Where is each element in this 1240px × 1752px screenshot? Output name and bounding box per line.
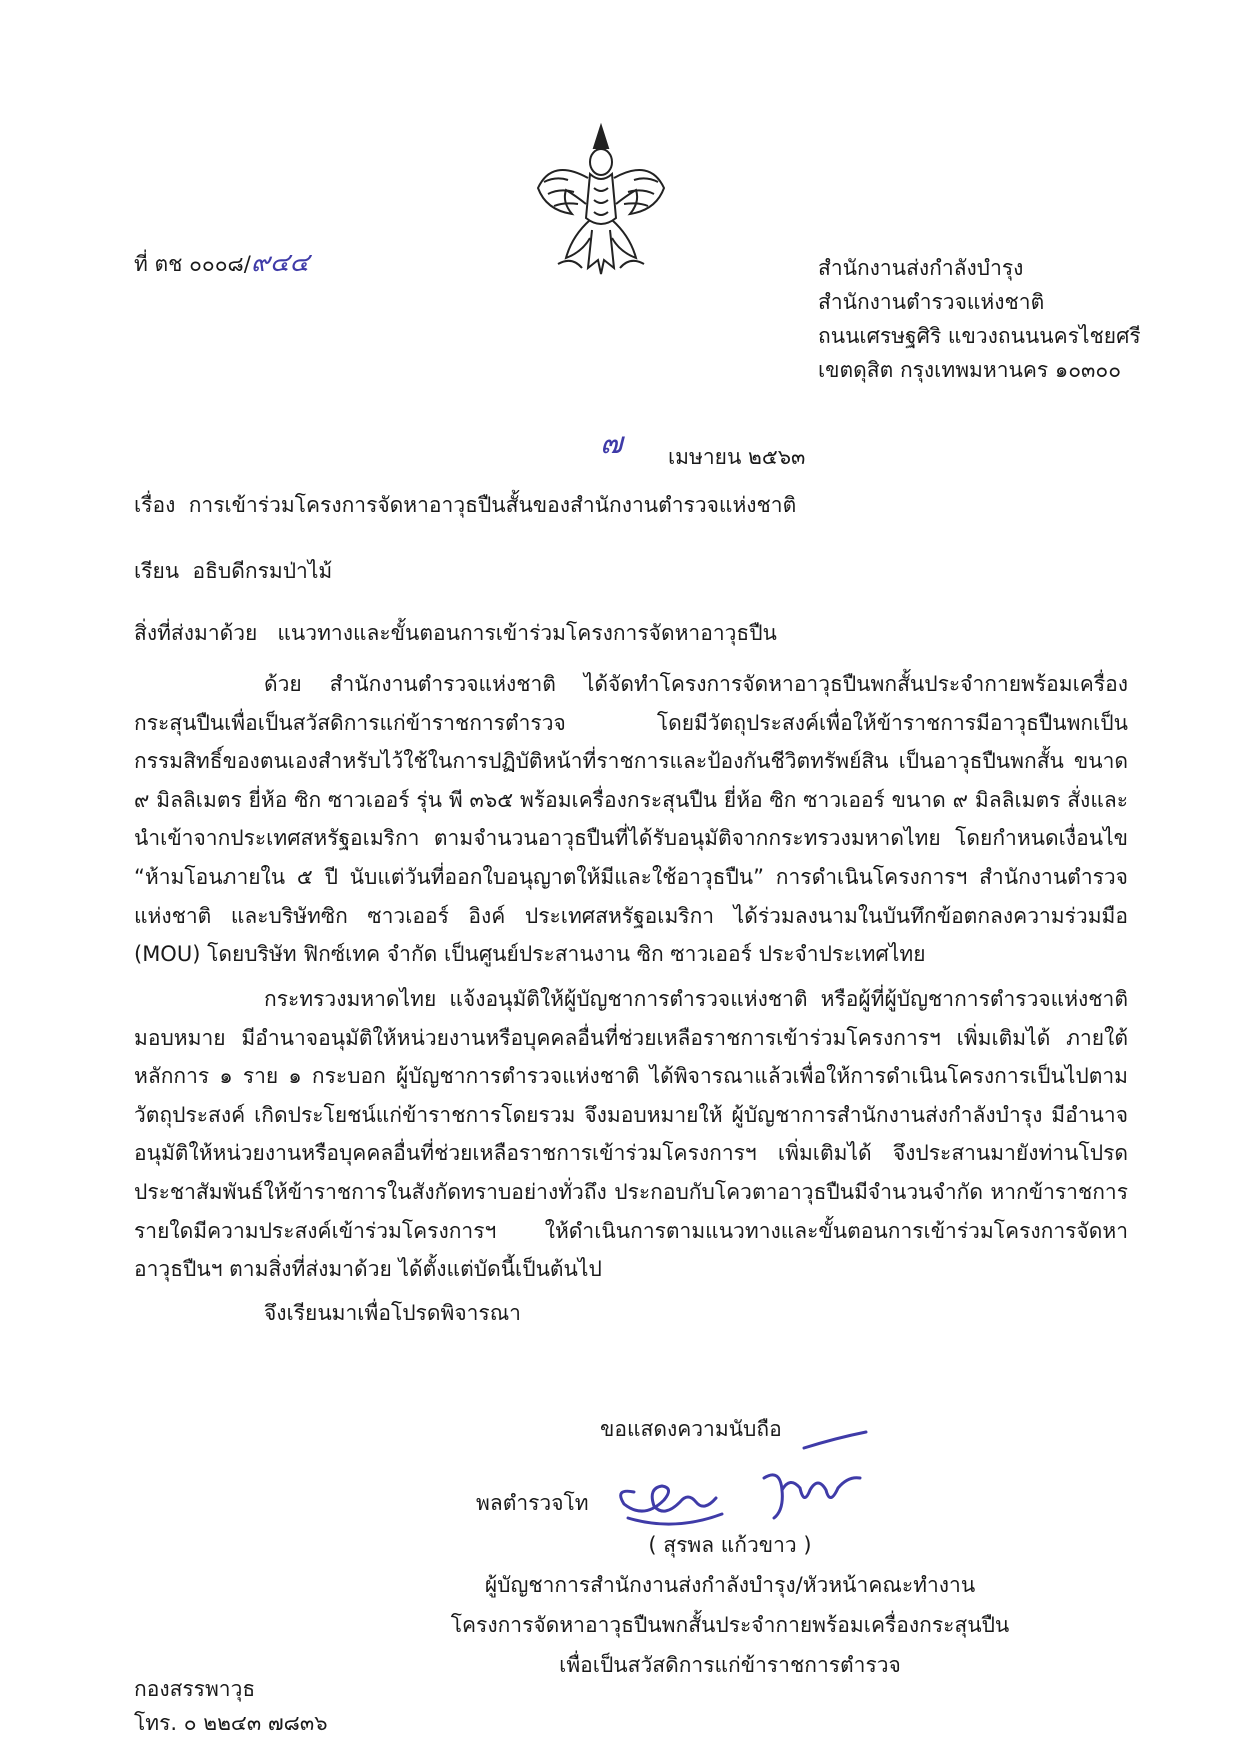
sender-address-line: สำนักงานส่งกำลังบำรุง xyxy=(818,256,1024,280)
subject-line xyxy=(134,492,796,518)
signatory-block xyxy=(380,1525,1080,1685)
garuda-emblem-icon xyxy=(532,118,670,278)
doc-number-prefix: ที่ ตช ๐๐๐๘/ xyxy=(134,252,251,276)
date-month-year: เมษายน ๒๕๖๓ xyxy=(668,445,806,469)
body-paragraph-1: ด้วย สำนักงานตำรวจแห่งชาติ ได้จัดทำโครงการจัดหาอาวุธปืนพกสั้นประจำกายพร้อมเครื่องกระสุนปืนเพื่อเป็นสวัสดิการแก่ข้าราชการตำรวจ โดยมีวัตถุประสงค์เพื่อให้ข้าราชการมีอาวุธปืนพกเป็นกรรมสิทธิ์ของตนเองสำหรับไว้ใช้ในการปฏิบัติหน้าที่ราชการและป้องกันชีวิตทรัพย์สิน เป็นอาวุธปืนพกสั้น ขนาด ๙ มิลลิเมตร ยี่ห้อ ซิก ซาวเออร์ รุ่น พี ๓๖๕ พร้อมเครื่องกระสุนปืน ยี่ห้อ ซิก ซาวเออร์ ขนาด ๙ มิลลิเมตร สั่งและนำเข้าจากประเทศสหรัฐอเมริกา ตามจำนวนอาวุธปืนที่ได้รับอนุมัติจากกระทรวงมหาดไทย โดยกำหนดเงื่อนไข “ห้ามโอนภายใน ๕ ปี นับแต่วันที่ออกใบอนุญาตให้มีและใช้อาวุธปืน” การดำเนินโครงการฯ สำนักงานตำรวจแห่งชาติ และบริษัทซิก ซาวเออร์ อิงค์ ประเทศสหรัฐอเมริกา ได้ร่วมลงนามในบันทึกข้อตกลงความร่วมมือ (MOU) โดยบริษัท ฟิกซ์เทค จำกัด เป็นศูนย์ประสานงาน ซิก ซาวเออร์ ประจำประเทศไทย xyxy=(134,672,1128,967)
doc-number-handwritten: ๙๔๔ xyxy=(250,248,310,278)
doc-number xyxy=(134,250,309,277)
subject-text: การเข้าร่วมโครงการจัดหาอาวุธปืนสั้นของสำนักงานตำรวจแห่งชาติ xyxy=(188,493,797,517)
enclosure-text: แนวทางและขั้นตอนการเข้าร่วมโครงการจัดหาอาวุธปืน xyxy=(277,621,777,645)
signatory-title-line: เพื่อเป็นสวัสดิการแก่ข้าราชการตำรวจ xyxy=(559,1653,901,1677)
sender-address xyxy=(818,251,1141,387)
to-text: อธิบดีกรมป่าไม้ xyxy=(192,559,333,583)
to-label: เรียน xyxy=(134,559,180,583)
salutation: ขอแสดงความนับถือ xyxy=(600,1417,782,1441)
sender-address-line: เขตดุสิต กรุงเทพมหานคร ๑๐๓๐๐ xyxy=(818,358,1122,382)
signatory-title-line: โครงการจัดหาอาวุธปืนพกสั้นประจำกายพร้อมเครื่องกระสุนปืน xyxy=(450,1613,1010,1637)
phone-number: โทร. ๐ ๒๒๔๓ ๗๘๓๖ xyxy=(134,1711,328,1735)
enclosure-label: สิ่งที่ส่งมาด้วย xyxy=(134,621,258,645)
handwritten-signature-icon xyxy=(604,1428,884,1538)
rank: พลตำรวจโท xyxy=(476,1491,589,1515)
subject-label: เรื่อง xyxy=(134,493,176,517)
department: กองสรรพาวุธ xyxy=(134,1677,256,1701)
sender-address-line: ถนนเศรษฐศิริ แขวงถนนนครไชยศรี xyxy=(818,324,1141,348)
signatory-title-line: ผู้บัญชาการสำนักงานส่งกำลังบำรุง/หัวหน้าคณะทำงาน xyxy=(484,1573,976,1597)
sender-address-line: สำนักงานตำรวจแห่งชาติ xyxy=(818,290,1045,314)
addressee-line xyxy=(134,558,332,584)
enclosure-line xyxy=(134,620,777,646)
body-paragraph-2: กระทรวงมหาดไทย แจ้งอนุมัติให้ผู้บัญชาการตำรวจแห่งชาติ หรือผู้ที่ผู้บัญชาการตำรวจแห่งชาติมอบหมาย มีอำนาจอนุมัติให้หน่วยงานหรือบุคคลอื่นที่ช่วยเหลือราชการเข้าร่วมโครงการฯ เพิ่มเติมได้ ภายใต้หลักการ ๑ ราย ๑ กระบอก ผู้บัญชาการตำรวจแห่งชาติ ได้พิจารณาแล้วเพื่อให้การดำเนินโครงการเป็นไปตามวัตถุประสงค์ เกิดประโยชน์แก่ข้าราชการโดยรวม จึงมอบหมายให้ ผู้บัญชาการสำนักงานส่งกำลังบำรุง มีอำนาจอนุมัติให้หน่วยงานหรือบุคคลอื่นที่ช่วยเหลือราชการเข้าร่วมโครงการฯ เพิ่มเติมได้ จึงประสานมายังท่านโปรดประชาสัมพันธ์ให้ข้าราชการในสังกัดทราบอย่างทั่วถึง ประกอบกับโควตาอาวุธปืนมีจำนวนจำกัด หากข้าราชการรายใดมีความประสงค์เข้าร่วมโครงการฯ ให้ดำเนินการตามแนวทางและขั้นตอนการเข้าร่วมโครงการจัดหาอาวุธปืนฯ ตามสิ่งที่ส่งมาด้วย ได้ตั้งแต่บัดนี้เป็นต้นไป xyxy=(134,987,1128,1282)
date-day-handwritten: ๗ xyxy=(600,426,623,461)
footer-contact xyxy=(134,1672,328,1740)
closing-request: จึงเรียนมาเพื่อโปรดพิจารณา xyxy=(264,1301,521,1325)
signatory-name: ( สุรพล แก้วขาว ) xyxy=(648,1533,812,1557)
